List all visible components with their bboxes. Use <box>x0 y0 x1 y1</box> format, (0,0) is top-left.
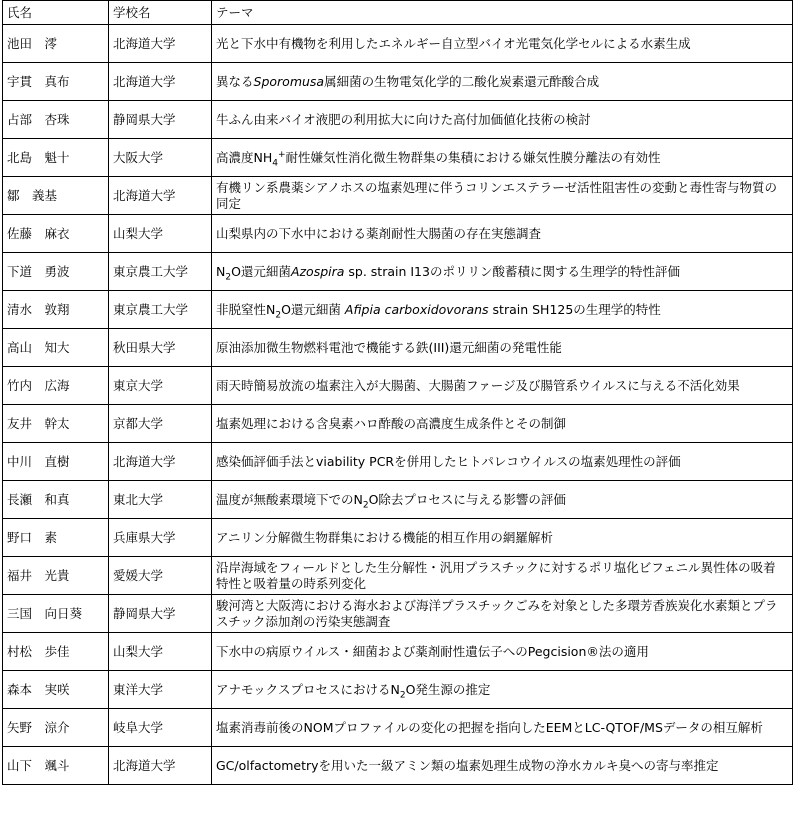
table-row <box>3 405 793 443</box>
cell-name: 宇貫 真布 <box>3 63 109 101</box>
cell-school: 東京農工大学 <box>109 291 212 329</box>
table-row <box>3 215 793 253</box>
cell-theme: アニリン分解微生物群集における機能的相互作用の網羅解析 <box>212 519 793 557</box>
cell-name: 福井 光貴 <box>3 557 109 595</box>
cell-name: 三国 向日葵 <box>3 595 109 633</box>
cell-theme: 光と下水中有機物を利用したエネルギー自立型バイオ光電気化学セルによる水素生成 <box>212 25 793 63</box>
header-theme: テーマ <box>212 1 793 25</box>
cell-name: 竹内 広海 <box>3 367 109 405</box>
cell-name: 清水 敦翔 <box>3 291 109 329</box>
table-row <box>3 63 793 101</box>
cell-school: 京都大学 <box>109 405 212 443</box>
table-row <box>3 709 793 747</box>
cell-name: 占部 杏珠 <box>3 101 109 139</box>
cell-name: 山下 颯斗 <box>3 747 109 785</box>
cell-school: 北海道大学 <box>109 443 212 481</box>
cell-name: 高山 知大 <box>3 329 109 367</box>
table-row <box>3 443 793 481</box>
table-row <box>3 367 793 405</box>
cell-theme: 下水中の病原ウイルス・細菌および薬剤耐性遺伝子へのPegcision®法の適用 <box>212 633 793 671</box>
cell-school: 東北大学 <box>109 481 212 519</box>
table-row <box>3 25 793 63</box>
cell-name: 森本 実咲 <box>3 671 109 709</box>
cell-name: 友井 幹太 <box>3 405 109 443</box>
cell-name: 鄒 義基 <box>3 177 109 215</box>
header-school: 学校名 <box>109 1 212 25</box>
cell-theme: 温度が無酸素環境下での$N_2O$除去プロセスに与える影響の評価 <box>212 481 793 519</box>
table-row <box>3 633 793 671</box>
cell-school: 北海道大学 <box>109 747 212 785</box>
cell-name: 野口 素 <box>3 519 109 557</box>
table-row <box>3 747 793 785</box>
cell-school: 兵庫県大学 <box>109 519 212 557</box>
cell-name: 中川 直樹 <box>3 443 109 481</box>
cell-theme: 駿河湾と大阪湾における海水および海洋プラスチックごみを対象とした多環芳香族炭化水素類とプラスチック添加剤の汚染実態調査 <box>212 595 793 633</box>
cell-theme: 沿岸海域をフィールドとした生分解性・汎用プラスチックに対するポリ塩化ビフェニル異性体の吸着特性と吸着量の時系列変化 <box>212 557 793 595</box>
cell-theme: 有機リン系農薬シアノホスの塩素処理に伴うコリンエステラーゼ活性阻害性の変動と毒性寄与物質の同定 <box>212 177 793 215</box>
cell-school: 山梨大学 <box>109 215 212 253</box>
cell-theme: GC/olfactometryを用いた一級アミン類の塩素処理生成物の浄水カルキ臭への寄与率推定 <box>212 747 793 785</box>
header-row <box>3 1 793 25</box>
cell-theme: 牛ふん由来バイオ液肥の利用拡大に向けた高付加価値化技術の検討 <box>212 101 793 139</box>
table-row <box>3 481 793 519</box>
table-row <box>3 291 793 329</box>
cell-name: 長瀬 和真 <box>3 481 109 519</box>
cell-theme: 塩素消毒前後のNOMプロファイルの変化の把握を指向したEEMとLC-QTOF/MSデータの相互解析 <box>212 709 793 747</box>
table-row <box>3 671 793 709</box>
cell-theme: 高濃度$NH_4^+$耐性嫌気性消化微生物群集の集積における嫌気性膜分離法の有効性 <box>212 139 793 177</box>
cell-name: 佐藤 麻衣 <box>3 215 109 253</box>
cell-name: 村松 歩佳 <box>3 633 109 671</box>
table-row <box>3 519 793 557</box>
presentation-table <box>2 0 793 785</box>
cell-school: 東京大学 <box>109 367 212 405</box>
table-row <box>3 253 793 291</box>
cell-school: 秋田県大学 <box>109 329 212 367</box>
header-name: 氏名 <box>3 1 109 25</box>
cell-theme: 塩素処理における含臭素ハロ酢酸の高濃度生成条件とその制御 <box>212 405 793 443</box>
cell-name: 池田 澪 <box>3 25 109 63</box>
cell-school: 東京農工大学 <box>109 253 212 291</box>
cell-school: 愛媛大学 <box>109 557 212 595</box>
cell-school: 大阪大学 <box>109 139 212 177</box>
cell-name: 矢野 涼介 <box>3 709 109 747</box>
cell-name: 北島 魁十 <box>3 139 109 177</box>
table-row <box>3 557 793 595</box>
cell-theme: アナモックスプロセスにおける$N_2O$発生源の推定 <box>212 671 793 709</box>
cell-school: 北海道大学 <box>109 177 212 215</box>
cell-school: 山梨大学 <box>109 633 212 671</box>
cell-theme: 雨天時簡易放流の塩素注入が大腸菌、大腸菌ファージ及び腸管系ウイルスに与える不活化効果 <box>212 367 793 405</box>
cell-school: 北海道大学 <box>109 63 212 101</box>
cell-theme: 感染価評価手法とviability PCRを併用したヒトパレコウイルスの塩素処理性の評価 <box>212 443 793 481</box>
cell-school: 岐阜大学 <box>109 709 212 747</box>
cell-theme: 山梨県内の下水中における薬剤耐性大腸菌の存在実態調査 <box>212 215 793 253</box>
table-row <box>3 101 793 139</box>
cell-theme: 原油添加微生物燃料電池で機能する鉄(III)還元細菌の発電性能 <box>212 329 793 367</box>
table-row <box>3 139 793 177</box>
cell-name: 下道 勇波 <box>3 253 109 291</box>
cell-school: 北海道大学 <box>109 25 212 63</box>
table-row <box>3 329 793 367</box>
cell-theme: 非脱窒性$N_2O$還元細菌 Afipia carboxidovorans strain SH125の生理学的特性 <box>212 291 793 329</box>
cell-school: 静岡県大学 <box>109 101 212 139</box>
table-row <box>3 595 793 633</box>
cell-school: 東洋大学 <box>109 671 212 709</box>
cell-theme: $N_2O$還元細菌Azospira sp. strain I13のポリリン酸蓄積に関する生理学的特性評価 <box>212 253 793 291</box>
cell-school: 静岡県大学 <box>109 595 212 633</box>
cell-theme: 異なるSporomusa属細菌の生物電気化学的二酸化炭素還元酢酸合成 <box>212 63 793 101</box>
table-row <box>3 177 793 215</box>
